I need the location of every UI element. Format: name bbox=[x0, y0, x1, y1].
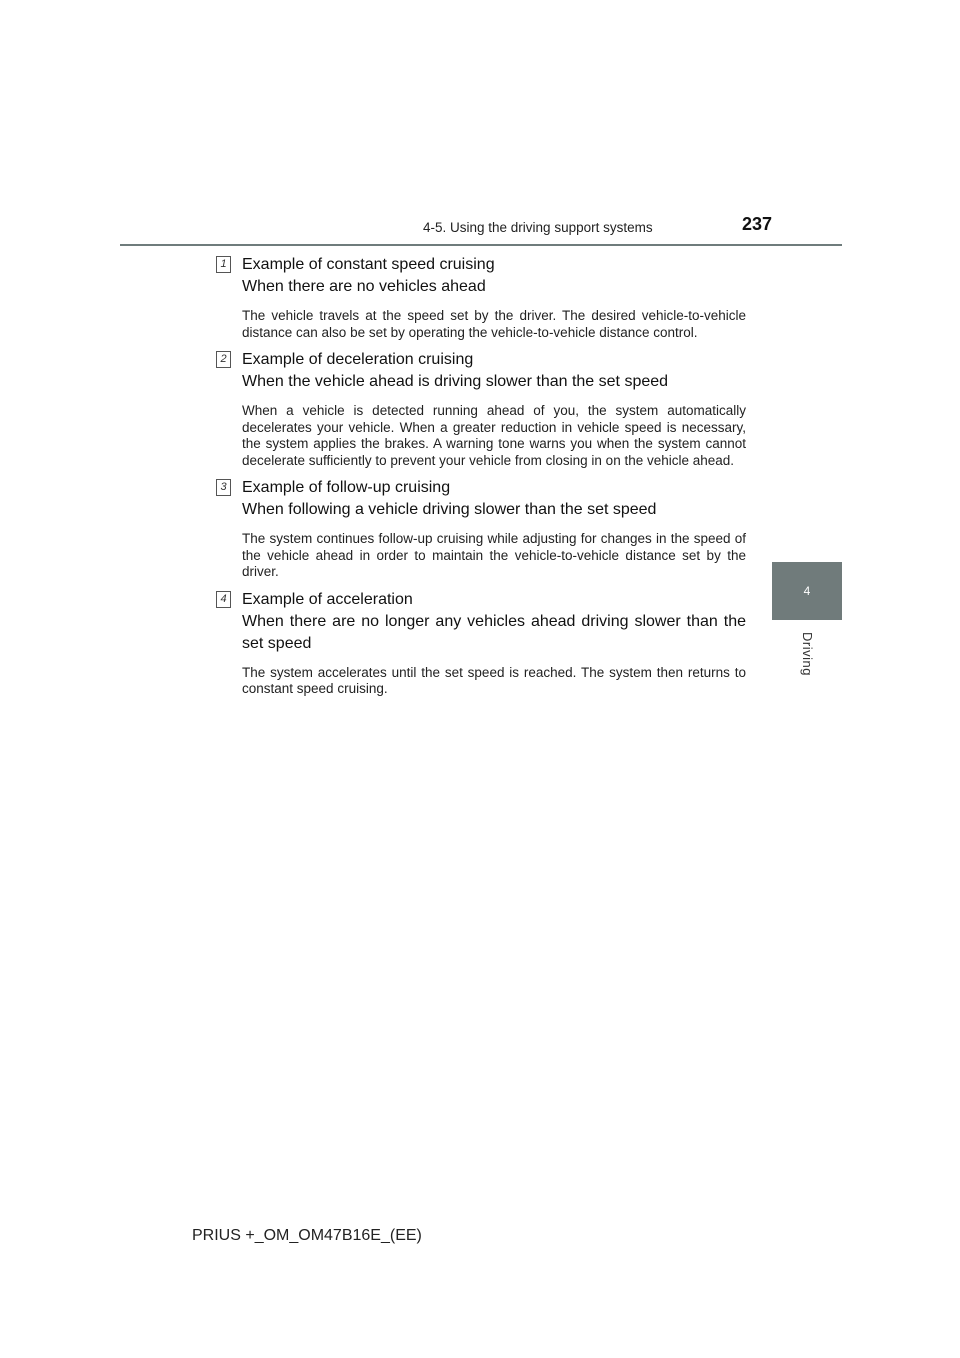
item-title: Example of deceleration cruising bbox=[242, 351, 474, 368]
item-number-badge: 2 bbox=[216, 351, 231, 368]
content bbox=[216, 254, 746, 706]
item-subtitle: When there are no longer any vehicles ahead driving slower than the set speed bbox=[242, 612, 746, 652]
item-number-badge: 1 bbox=[216, 256, 231, 273]
item-title: Example of follow-up cruising bbox=[242, 479, 451, 496]
item-title: Example of acceleration bbox=[242, 590, 413, 608]
item-subtitle: When following a vehicle driving slower than the set speed bbox=[242, 501, 657, 518]
chapter-tab: 4 bbox=[772, 562, 842, 620]
page-number: 237 bbox=[742, 214, 773, 234]
list-item bbox=[216, 477, 746, 581]
item-subtitle: When the vehicle ahead is driving slower than the set speed bbox=[242, 373, 669, 390]
item-number-badge: 3 bbox=[216, 479, 231, 496]
item-subtitle: When there are no vehicles ahead bbox=[242, 278, 486, 295]
header-divider bbox=[120, 244, 842, 246]
item-body: The vehicle travels at the speed set by the driver. The desired vehicle-to-vehicle distance can also be set by operating the vehicle-to-vehicle distance control. bbox=[242, 308, 746, 340]
item-number-badge: 4 bbox=[216, 591, 231, 608]
list-item bbox=[216, 254, 746, 341]
item-body: The system accelerates until the set speed is reached. The system then returns to constant speed cruising. bbox=[242, 664, 746, 696]
item-body: When a vehicle is detected running ahead of you, the system automatically decelerates your vehicle. When a greater reduction in vehicle speed is necessary, the system applies the brakes. A warning tone warns you when the system cannot decelerate sufficiently to prevent your vehicle from closing in on the vehicle ahead. bbox=[242, 403, 746, 468]
chapter-label: Driving bbox=[800, 632, 815, 676]
document-code: PRIUS +_OM_OM47B16E_(EE) bbox=[192, 1227, 422, 1244]
section-title: 4-5. Using the driving support systems bbox=[423, 220, 653, 235]
item-body: The system continues follow-up cruising while adjusting for changes in the speed of the vehicle ahead in order to maintain the vehicle-to-vehicle distance set by the driver. bbox=[242, 531, 746, 579]
list-item bbox=[216, 349, 746, 469]
list-item bbox=[216, 589, 746, 698]
item-title: Example of constant speed cruising bbox=[242, 256, 495, 273]
